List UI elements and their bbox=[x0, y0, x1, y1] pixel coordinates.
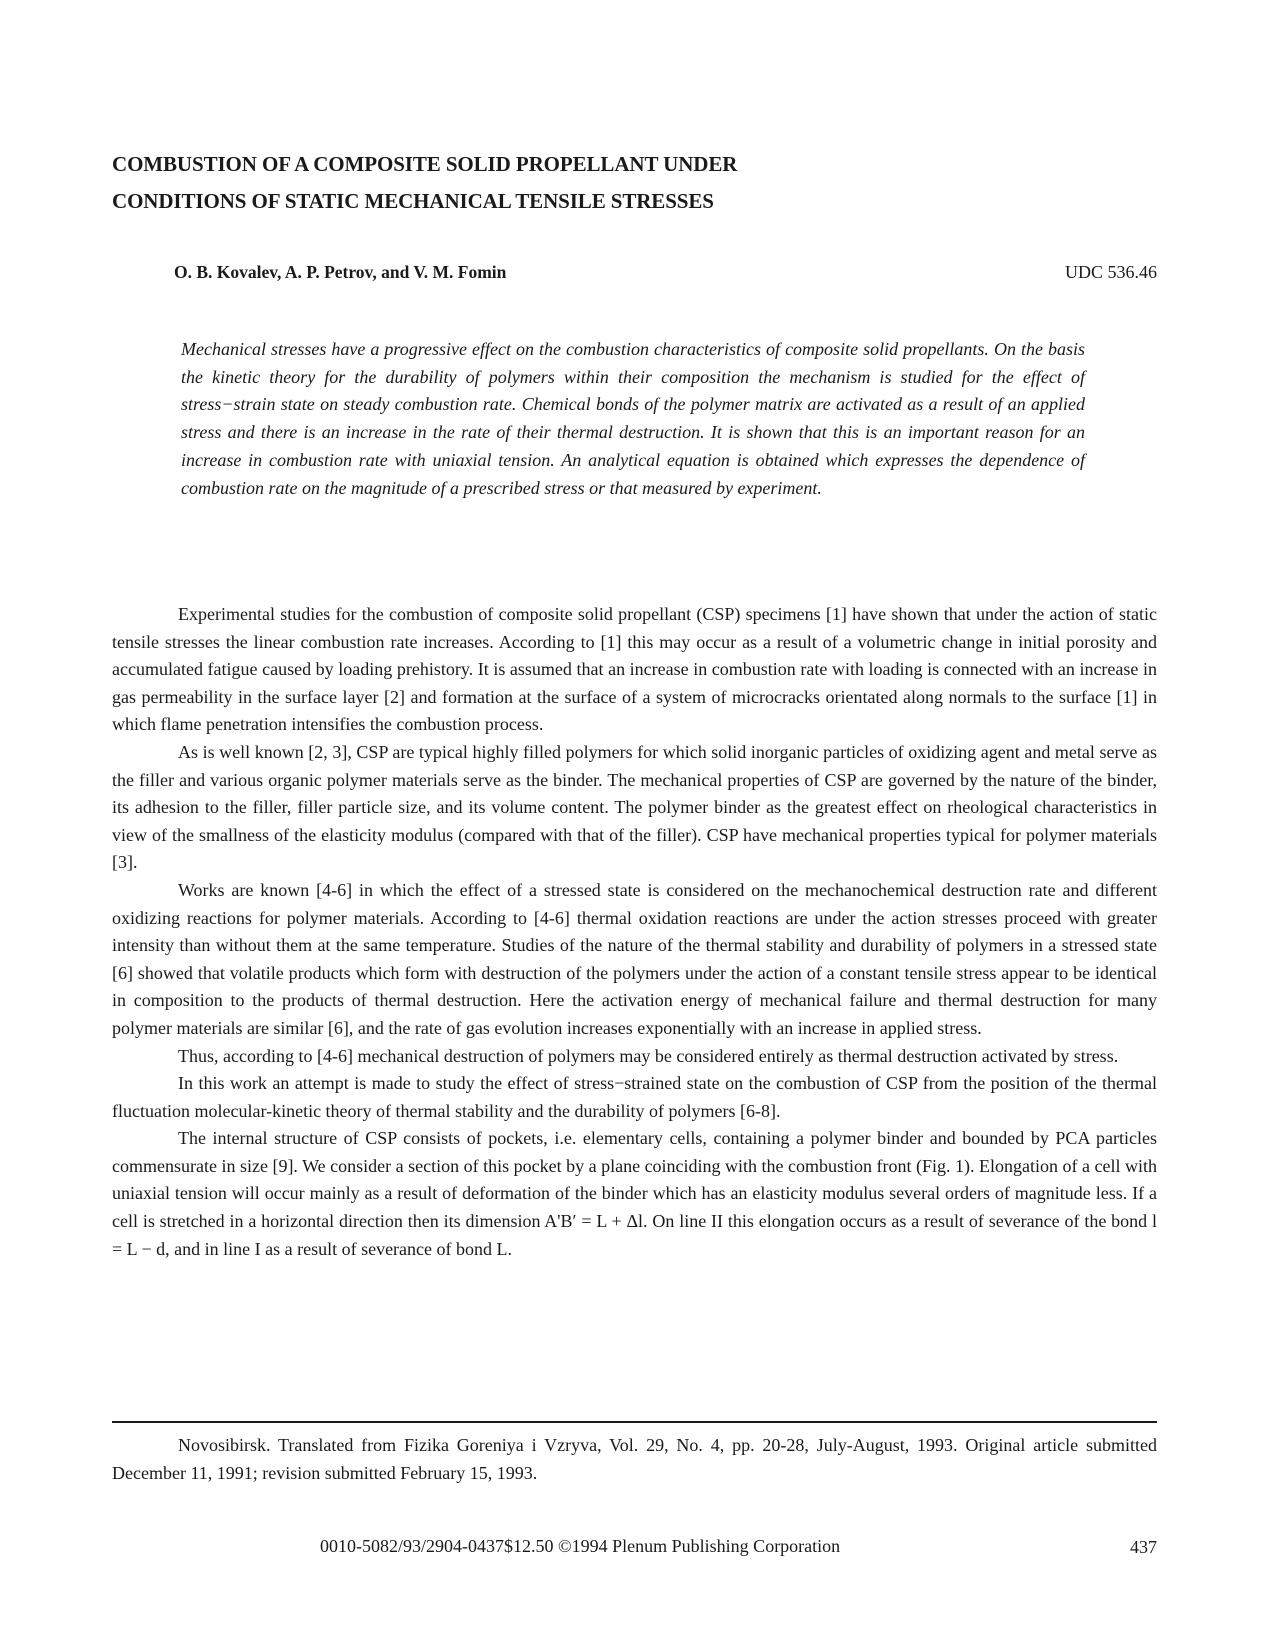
body-text bbox=[112, 601, 1157, 1263]
title-line-2: CONDITIONS OF STATIC MECHANICAL TENSILE STRESSES bbox=[112, 189, 714, 213]
body-paragraph: Thus, according to [4-6] mechanical destruction of polymers may be considered entirely as thermal destruction activated by stress. bbox=[178, 1045, 1119, 1066]
body-paragraph: In this work an attempt is made to study the effect of stress−strained state on the combustion of CSP from the position of the thermal fluctuation molecular-kinetic theory of thermal stability and the durability of polymers [6-8]. bbox=[112, 1073, 1157, 1121]
footnote-divider bbox=[112, 1421, 1157, 1423]
page-number: 437 bbox=[1130, 1537, 1157, 1557]
copyright-line: 0010-5082/93/2904-0437$12.50 ©1994 Plenum Publishing Corporation bbox=[320, 1536, 841, 1556]
udc-code: UDC 536.46 bbox=[1064, 262, 1157, 282]
body-paragraph: As is well known [2, 3], CSP are typical highly filled polymers for which solid inorganic particles of oxidizing agent and metal serve as the filler and various organic polymer materials serve as the binder. The mechanical properties of CSP are governed by the nature of the binder, its adhesion to the filler, filler particle size, and its volume content. The polymer binder as the greatest effect on rheological characteristics in view of the smallness of the elasticity modulus (compared with that of the filler). CSP have mechanical properties typical for polymer materials [3]. bbox=[112, 741, 1157, 873]
footnote: Novosibirsk. Translated from Fizika Goreniya i Vzryva, Vol. 29, No. 4, pp. 20-28, July-August, 1993. Original article submitted December 11, 1991; revision submitted February 15, 1993. bbox=[112, 1435, 1157, 1483]
abstract: Mechanical stresses have a progressive effect on the combustion characteristics of composite solid propellants. On the basis the kinetic theory for the durability of polymers within their composition the mechanism is studied for the effect of stress−strain state on steady combustion rate. Chemical bonds of the polymer matrix are activated as a result of an applied stress and there is an increase in the rate of their thermal destruction. It is shown that this is an important reason for an increase in combustion rate with uniaxial tension. An analytical equation is obtained which expresses the dependence of combustion rate on the magnitude of a prescribed stress or that measured by experiment. bbox=[181, 339, 1085, 498]
body-paragraph: Experimental studies for the combustion of composite solid propellant (CSP) specimens [1] have shown that under the action of static tensile stresses the linear combustion rate increases. According to [1] this may occur as a result of a volumetric change in initial porosity and accumulated fatigue caused by loading prehistory. It is assumed that an increase in combustion rate with loading is connected with an increase in gas permeability in the surface layer [2] and formation at the surface of a system of microcracks orientated along normals to the surface [1] in which flame penetration intensifies the combustion process. bbox=[112, 604, 1157, 735]
title-line-1: COMBUSTION OF A COMPOSITE SOLID PROPELLANT UNDER bbox=[112, 152, 738, 176]
body-paragraph: Works are known [4-6] in which the effect of a stressed state is considered on the mechanochemical destruction rate and different oxidizing reactions for polymer materials. According to [4-6] thermal oxidation reactions are under the action stresses proceed with greater intensity than without them at the same temperature. Studies of the nature of the thermal stability and durability of polymers in a stressed state [6] showed that volatile products which form with destruction of the polymers under the action of a constant tensile stress appear to be identical in composition to the products of thermal destruction. Here the activation energy of mechanical failure and thermal destruction for many polymer materials are similar [6], and the rate of gas evolution increases exponentially with an increase in applied stress. bbox=[112, 879, 1157, 1038]
body-paragraph: The internal structure of CSP consists of pockets, i.e. elementary cells, containing a polymer binder and bounded by PCA particles commensurate in size [9]. We consider a section of this pocket by a plane coinciding with the combustion front (Fig. 1). Elongation of a cell with uniaxial tension will occur mainly as a result of deformation of the binder which has an elasticity modulus several orders of magnitude less. If a cell is stretched in a horizontal direction then its dimension A'B′ = L + Δl. On line II this elongation occurs as a result of severance of the bond l = L − d, and in line I as a result of severance of bond L. bbox=[112, 1128, 1157, 1259]
article-title bbox=[112, 146, 1012, 220]
author-list: O. B. Kovalev, A. P. Petrov, and V. M. Fomin bbox=[174, 262, 507, 282]
